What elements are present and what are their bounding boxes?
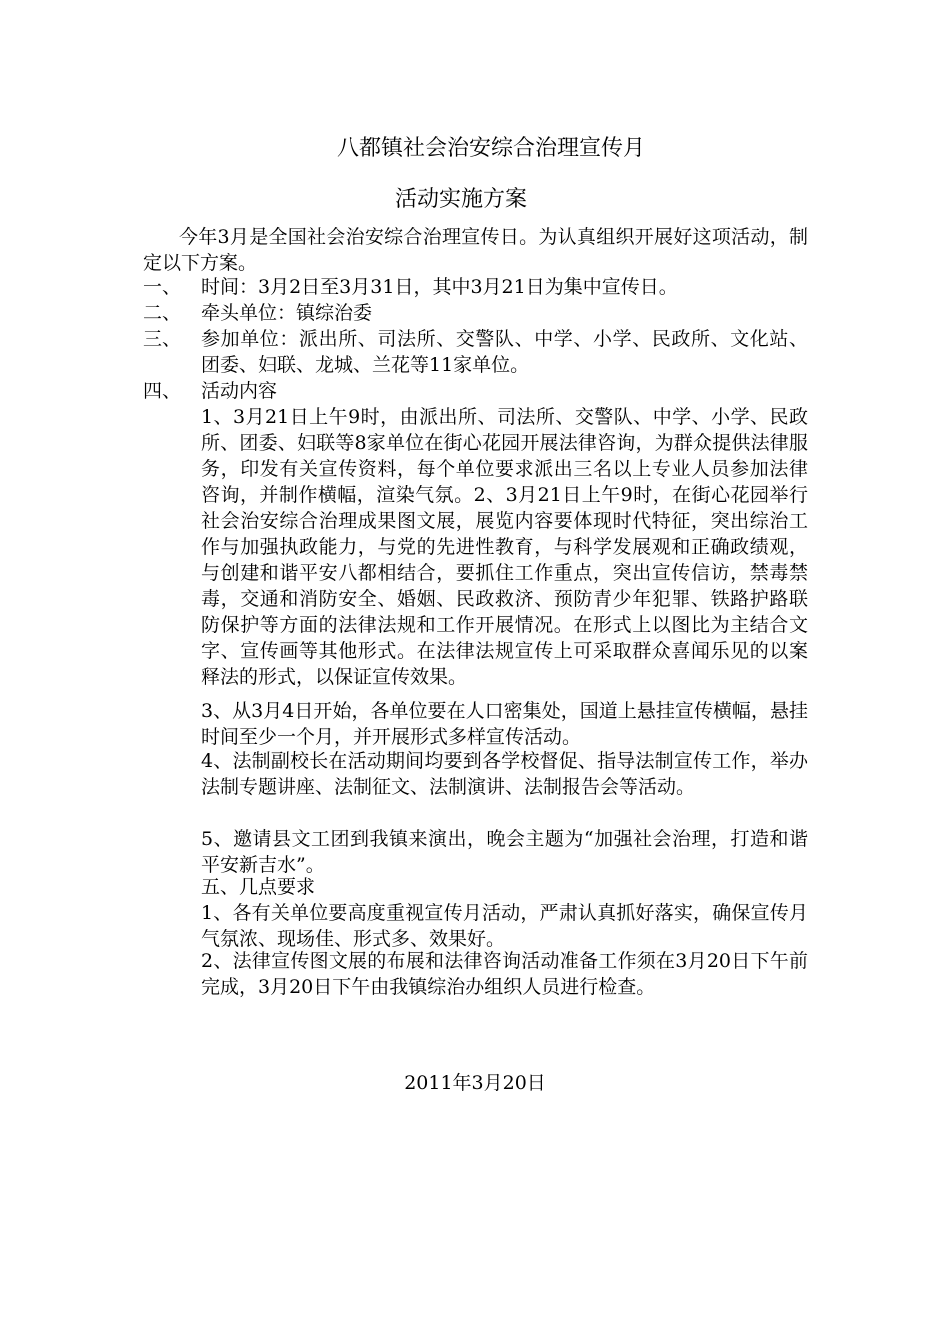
list-item-text: 参加单位：派出所、司法所、交警队、中学、小学、民政所、文化站、团委、妇联、龙城、兰花等11家单位。 <box>201 328 808 376</box>
document-date: 2011年3月20日 <box>404 1072 546 1094</box>
list-item-activities <box>143 378 808 404</box>
list-item-number: 三、 <box>143 328 182 350</box>
activity-content-1-2: 1、3月21日上午9时，由派出所、司法所、交警队、中学、小学、民政所、团委、妇联等8家单位在街心花园开展法律咨询，为群众提供法律服务，印发有关宣传资料，每个单位要求派出三名以上专业人员参加法律咨询，并制作横幅，渲染气氛。2、3月21日上午9时，在街心花园举行社会治安综合治理成果图文展，展览内容要体现时代特征，突出综治工作与加强执政能力，与党的先进性教育，与科学发展观和正确政绩观，与创建和谐平安八都相结合，要抓住工作重点，突出宣传信访，禁毒禁毒，交通和消防安全、婚姻、民政救济、预防青少年犯罪、铁路护路联防保护等方面的法律法规和工作开展情况。在形式上以图比为主结合文字、宣传画等其他形式。在法律法规宣传上可采取群众喜闻乐见的以案释法的形式，以保证宣传效果。 <box>201 406 808 688</box>
list-item-text: 活动内容 <box>201 380 278 402</box>
list-item-number: 一、 <box>143 276 182 298</box>
list-item-number: 四、 <box>143 380 182 402</box>
activity-content-5: 5、邀请县文工团到我镇来演出，晚会主题为“加强社会治理，打造和谐平安新吉水”。 <box>201 828 808 876</box>
document-title-line2: 活动实施方案 <box>394 187 527 212</box>
document-title-line1: 八都镇社会治安综合治理宣传月 <box>336 136 645 161</box>
section-requirements-heading: 五、几点要求 <box>201 876 316 898</box>
list-item-time <box>143 274 808 300</box>
activity-content-4: 4、法制副校长在活动期间均要到各学校督促、指导法制宣传工作，举办法制专题讲座、法制征文、法制演讲、法制报告会等活动。 <box>201 750 808 798</box>
list-item-participants <box>143 326 808 378</box>
list-item-number: 二、 <box>143 302 182 324</box>
requirement-1: 1、各有关单位要高度重视宣传月活动，严肃认真抓好落实，确保宣传月气氛浓、现场佳、形式多、效果好。 <box>201 902 808 950</box>
list-item-text: 时间：3月2日至3月31日，其中3月21日为集中宣传日。 <box>201 276 678 298</box>
intro-paragraph: 今年3月是全国社会治安综合治理宣传日。为认真组织开展好这项活动，制定以下方案。 <box>143 226 808 274</box>
requirement-2: 2、法律宣传图文展的布展和法律咨询活动准备工作须在3月20日下午前完成，3月20日下午由我镇综治办组织人员进行检查。 <box>201 950 808 998</box>
list-item-lead-unit <box>143 300 808 326</box>
activity-content-3: 3、从3月4日开始，各单位要在人口密集处，国道上悬挂宣传横幅，悬挂时间至少一个月，并开展形式多样宣传活动。 <box>201 700 808 748</box>
list-item-text: 牵头单位：镇综治委 <box>201 302 373 324</box>
